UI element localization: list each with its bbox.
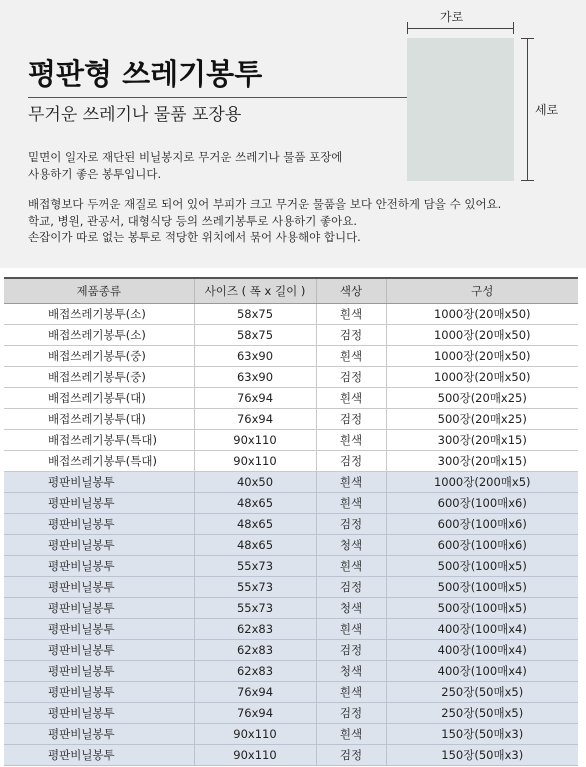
cell-color: 흰색 <box>316 472 386 493</box>
cell-size: 48x65 <box>194 493 316 514</box>
cell-color: 검정 <box>316 745 386 766</box>
description-line: 배접형보다 두꺼운 재질로 되어 있어 부피가 크고 무거운 물품을 보다 안전하게 담을 수 있어요. <box>28 197 502 211</box>
cell-composition: 600장(100매x6) <box>386 514 578 535</box>
cell-product: 평판비닐봉투 <box>4 493 194 514</box>
cell-size: 76x94 <box>194 682 316 703</box>
cell-color: 흰색 <box>316 493 386 514</box>
cell-product: 평판비닐봉투 <box>4 619 194 640</box>
cell-composition: 400장(100매x4) <box>386 661 578 682</box>
table-row <box>4 682 578 703</box>
cell-product: 배접쓰레기봉투(소) <box>4 325 194 346</box>
cell-composition: 1000장(20매x50) <box>386 304 578 325</box>
table-row <box>4 304 578 325</box>
table-row <box>4 661 578 682</box>
table-row <box>4 535 578 556</box>
cell-composition: 500장(100매x5) <box>386 556 578 577</box>
cell-color: 청색 <box>316 661 386 682</box>
cell-product: 평판비닐봉투 <box>4 724 194 745</box>
cell-color: 흰색 <box>316 304 386 325</box>
cell-product: 평판비닐봉투 <box>4 556 194 577</box>
cell-size: 90x110 <box>194 724 316 745</box>
cell-composition: 1000장(200매x5) <box>386 472 578 493</box>
height-dimension-tick <box>521 180 534 181</box>
cell-composition: 300장(20매x15) <box>386 430 578 451</box>
cell-color: 검정 <box>316 514 386 535</box>
width-label: 가로 <box>440 10 464 24</box>
table-row <box>4 640 578 661</box>
cell-product: 배접쓰레기봉투(대) <box>4 409 194 430</box>
height-label: 세로 <box>535 103 559 117</box>
cell-size: 76x94 <box>194 703 316 724</box>
cell-size: 63x90 <box>194 346 316 367</box>
cell-product: 평판비닐봉투 <box>4 472 194 493</box>
page-title: 평판형 쓰레기봉투 <box>28 57 263 91</box>
cell-composition: 1000장(20매x50) <box>386 346 578 367</box>
cell-color: 흰색 <box>316 388 386 409</box>
description-paragraph-2 <box>28 196 501 246</box>
description-line: 학교, 병원, 관공서, 대형식당 등의 쓰레기봉투로 사용하기 좋아요. <box>28 213 358 228</box>
table-row <box>4 745 578 766</box>
width-dimension-tick <box>513 22 514 34</box>
table-row <box>4 556 578 577</box>
table-body <box>4 304 578 766</box>
cell-composition: 500장(20매x25) <box>386 388 578 409</box>
cell-product: 평판비닐봉투 <box>4 577 194 598</box>
table-row <box>4 472 578 493</box>
cell-composition: 500장(100매x5) <box>386 598 578 619</box>
cell-product: 배접쓰레기봉투(중) <box>4 346 194 367</box>
cell-composition: 600장(100매x6) <box>386 535 578 556</box>
title-divider <box>28 97 408 98</box>
cell-color: 흰색 <box>316 346 386 367</box>
description-paragraph-1 <box>28 149 342 182</box>
cell-product: 평판비닐봉투 <box>4 703 194 724</box>
cell-composition: 600장(100매x6) <box>386 493 578 514</box>
cell-size: 76x94 <box>194 409 316 430</box>
table-row <box>4 346 578 367</box>
cell-composition: 1000장(20매x50) <box>386 325 578 346</box>
product-header <box>0 0 586 268</box>
table-row <box>4 577 578 598</box>
spec-table <box>4 277 578 766</box>
cell-size: 62x83 <box>194 661 316 682</box>
cell-color: 흰색 <box>316 682 386 703</box>
cell-product: 배접쓰레기봉투(특대) <box>4 451 194 472</box>
cell-color: 청색 <box>316 535 386 556</box>
table-row <box>4 493 578 514</box>
column-header-product: 제품종류 <box>4 278 194 304</box>
height-dimension-tick <box>521 38 534 39</box>
cell-size: 48x65 <box>194 514 316 535</box>
cell-size: 76x94 <box>194 388 316 409</box>
cell-product: 평판비닐봉투 <box>4 598 194 619</box>
cell-product: 평판비닐봉투 <box>4 535 194 556</box>
cell-size: 55x73 <box>194 598 316 619</box>
cell-composition: 500장(100매x5) <box>386 577 578 598</box>
description-line: 손잡이가 따로 없는 봉투로 적당한 위치에서 묶어 사용해야 합니다. <box>28 230 361 244</box>
cell-composition: 1000장(20매x50) <box>386 367 578 388</box>
cell-composition: 500장(20매x25) <box>386 409 578 430</box>
table-row <box>4 388 578 409</box>
table-row <box>4 619 578 640</box>
cell-composition: 400장(100매x4) <box>386 619 578 640</box>
cell-size: 48x65 <box>194 535 316 556</box>
cell-product: 평판비닐봉투 <box>4 661 194 682</box>
width-dimension-tick <box>407 22 408 34</box>
cell-product: 평판비닐봉투 <box>4 745 194 766</box>
cell-size: 62x83 <box>194 619 316 640</box>
cell-product: 평판비닐봉투 <box>4 514 194 535</box>
column-header-color: 색상 <box>316 278 386 304</box>
table-row <box>4 514 578 535</box>
cell-product: 배접쓰레기봉투(소) <box>4 304 194 325</box>
cell-product: 평판비닐봉투 <box>4 682 194 703</box>
cell-composition: 300장(20매x15) <box>386 451 578 472</box>
cell-product: 배접쓰레기봉투(중) <box>4 367 194 388</box>
column-header-size: 사이즈 ( 폭 x 길이 ) <box>194 278 316 304</box>
cell-color: 검정 <box>316 640 386 661</box>
cell-composition: 150장(50매x3) <box>386 724 578 745</box>
cell-product: 배접쓰레기봉투(특대) <box>4 430 194 451</box>
description-line: 밑면이 일자로 재단된 비닐봉지로 무거운 쓰레기나 물품 포장에 <box>28 150 343 164</box>
cell-color: 검정 <box>316 325 386 346</box>
cell-color: 검정 <box>316 451 386 472</box>
cell-color: 흰색 <box>316 556 386 577</box>
cell-size: 90x110 <box>194 451 316 472</box>
table-row <box>4 430 578 451</box>
table-row <box>4 724 578 745</box>
cell-size: 90x110 <box>194 745 316 766</box>
table-row <box>4 598 578 619</box>
height-dimension-line <box>527 38 528 181</box>
page-subtitle: 무거운 쓰레기나 물품 포장용 <box>28 105 242 125</box>
cell-product: 평판비닐봉투 <box>4 640 194 661</box>
table-row <box>4 409 578 430</box>
width-dimension-line <box>407 28 514 29</box>
cell-size: 58x75 <box>194 325 316 346</box>
cell-composition: 150장(50매x3) <box>386 745 578 766</box>
table-row <box>4 367 578 388</box>
cell-size: 55x73 <box>194 556 316 577</box>
cell-size: 62x83 <box>194 640 316 661</box>
table-header-row <box>4 278 578 304</box>
cell-composition: 250장(50매x5) <box>386 703 578 724</box>
cell-size: 40x50 <box>194 472 316 493</box>
cell-color: 검정 <box>316 577 386 598</box>
cell-color: 검정 <box>316 367 386 388</box>
column-header-composition: 구성 <box>386 278 578 304</box>
cell-size: 63x90 <box>194 367 316 388</box>
cell-size: 58x75 <box>194 304 316 325</box>
cell-composition: 250장(50매x5) <box>386 682 578 703</box>
cell-color: 검정 <box>316 703 386 724</box>
table-row <box>4 703 578 724</box>
description-line: 사용하기 좋은 봉투입니다. <box>28 166 162 181</box>
cell-product: 배접쓰레기봉투(대) <box>4 388 194 409</box>
cell-color: 흰색 <box>316 619 386 640</box>
cell-color: 청색 <box>316 598 386 619</box>
cell-size: 55x73 <box>194 577 316 598</box>
cell-color: 흰색 <box>316 724 386 745</box>
table-row <box>4 325 578 346</box>
cell-size: 90x110 <box>194 430 316 451</box>
table-row <box>4 451 578 472</box>
cell-composition: 400장(100매x4) <box>386 640 578 661</box>
cell-color: 흰색 <box>316 430 386 451</box>
cell-color: 검정 <box>316 409 386 430</box>
bag-illustration <box>407 38 514 181</box>
